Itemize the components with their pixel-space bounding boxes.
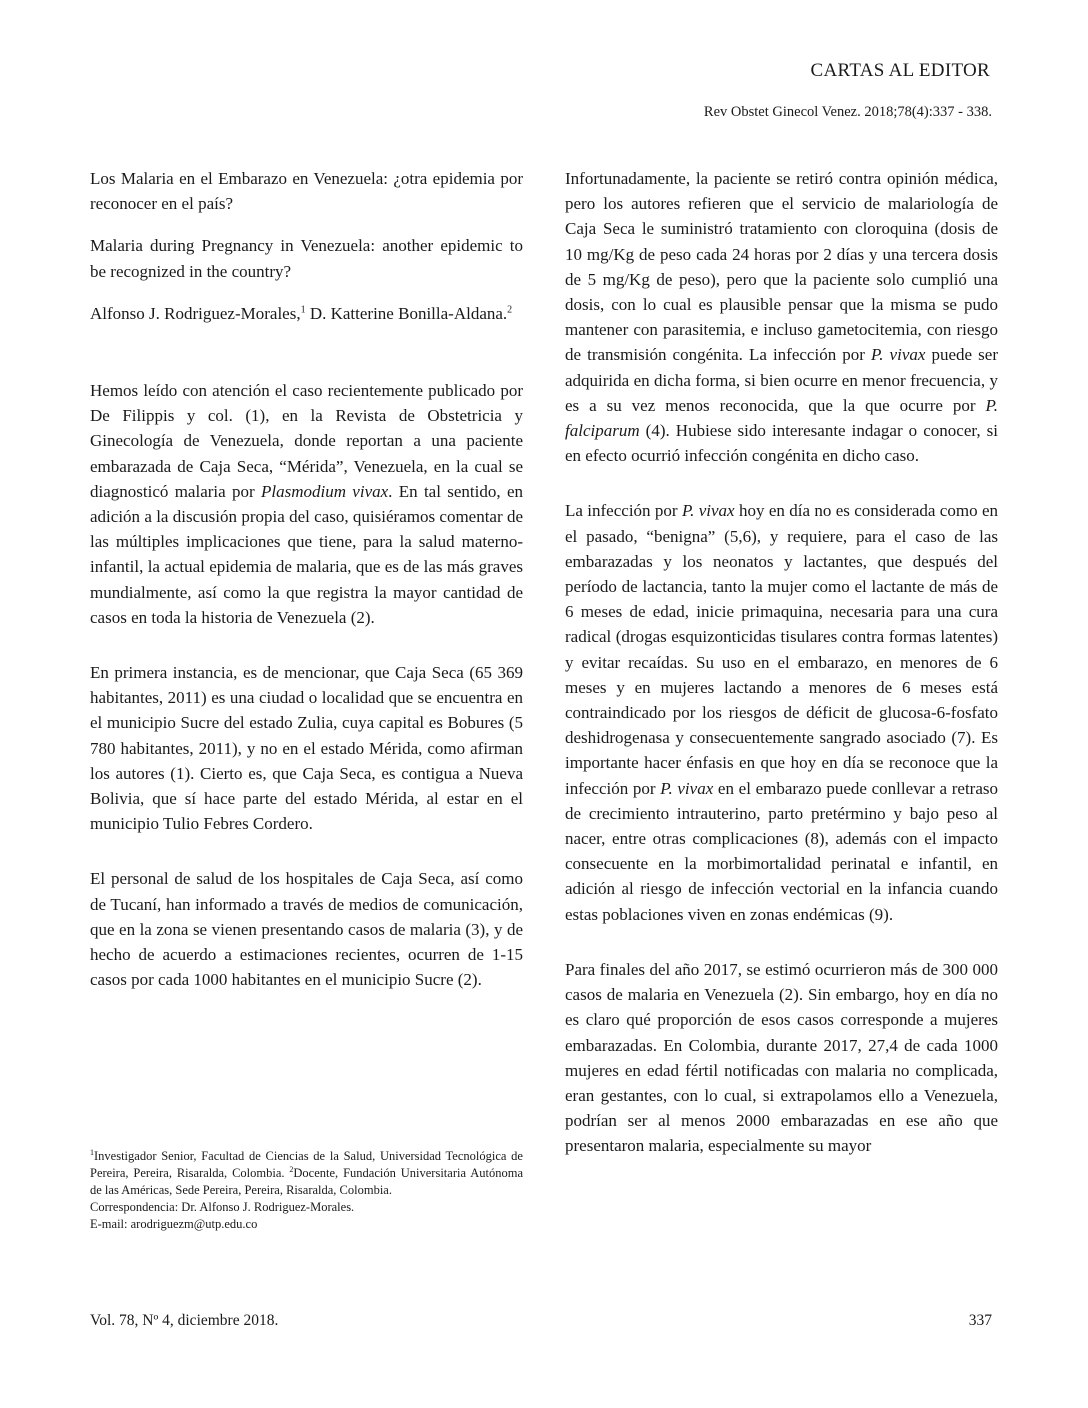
left-paragraph-2: En primera instancia, es de mencionar, que Caja Seca (65 369 habitantes, 2011) es una ciudad o localidad que se encuentra en el municipio Sucre del estado Zulia, cuya capital es Bobures (5 780 habitantes, 2011), y no en el estado Mérida, como afirman los autores (1). Cierto es, que Caja Seca, es contigua a Nueva Bolivia, que sí hace parte del estado Mérida, al estar en el municipio Tulio Febres Cordero.	[90, 663, 523, 834]
title-english: Malaria during Pregnancy in Venezuela: another epidemic to be recognized in the country?	[90, 236, 523, 281]
volume-info: Vol. 78, Nº 4, diciembre 2018.	[90, 1312, 279, 1329]
left-paragraph-3: El personal de salud de los hospitales de Caja Seca, así como de Tucaní, han informado a través de medios de comunicación, que en la zona se vienen presentando casos de malaria (3), y de hecho de acuerdo a estimaciones recientes, ocurren de 1-15 casos por cada 1000 habitantes en el municipio Sucre (2).	[90, 869, 523, 990]
page-number: 337	[968, 1312, 992, 1329]
title-spanish: Los Malaria en el Embarazo en Venezuela: ¿otra epidemia por reconocer en el país?	[90, 169, 523, 214]
author-1: Alfonso J. Rodriguez-Morales,	[90, 303, 301, 323]
page-footer	[90, 1312, 992, 1330]
left-column	[90, 166, 523, 992]
species-name: Plasmodium vivax	[260, 481, 389, 501]
right-paragraph-1: Infortunadamente, la paciente se retiró contra opinión médica, pero los autores refieren que el servicio de malariología de Caja Seca le suministró tratamiento con cloroquina (dosis de 10 mg/Kg de peso cada 24 horas por 2 días y una tercera dosis de 5 mg/Kg de peso), pero que la paciente solo cumplió una dosis, con lo cual es plausible pensar que la misma se pudo mantener con parasitemia, e incluso gametocitemia, con riesgo de transmisión congénita. La infección por P. vivax puede ser adquirida en dicha forma, si bien ocurre en menor frecuencia, y es a su vez menos reconocida, que la que ocurre por P. falciparum (4). Hubiese sido interesante indagar o conocer, si en efecto ocurrió infección congénita en dicho caso.	[565, 169, 998, 466]
author-2-mark: 2	[507, 304, 513, 316]
author-1-mark: 1	[300, 304, 306, 316]
email: E-mail: arodriguezm@utp.edu.co	[90, 1217, 258, 1231]
right-paragraph-2: La infección por P. vivax hoy en día no es considerada como en el pasado, “benigna” (5,6), y requiere, para el caso de las embarazadas y los neonatos y lactantes, que después del período de lactancia, tanto la mujer como el lactante de más de 6 meses de edad, inicie primaquina, necesaria para una cura radical (drogas esquizonticidas tisulares contra formas latentes) y evitar recaídas. Su uso en el embarazo, en menores de 6 meses y en mujeres lactando a menores de 6 meses está contraindicado por los riesgos de déficit de glucosa-6-fosfato deshidrogenasa y consecuentemente sangrado asociado (7). Es importante hacer énfasis en que hoy en día se reconoce que la infección por P. vivax en el embarazo puede conllevar a retraso de crecimiento intrauterino, parto pretérmino y bajo peso al nacer, entre otras complicaciones (8), además con el impacto consecuente en la morbimortalidad perinatal e infantil, en adición al riesgo de infección vectorial en la infancia cuando estas poblaciones viven en zonas endémicas (9).	[565, 501, 998, 924]
affiliations: $^1$Investigador Senior, Facultad de Ciencias de la Salud, Universidad Tecnológica de Pereira, Pereira, Risaralda, Colombia. $^2$Docente, Fundación Universitaria Autónoma de las Américas, Sede Pereira, Pereira, Risaralda, Colombia.	[90, 1147, 523, 1197]
journal-citation: Rev Obstet Ginecol Venez. 2018;78(4):337 - 338.	[703, 104, 992, 120]
correspondence: Correspondencia: Dr. Alfonso J. Rodriguez-Morales.	[90, 1200, 355, 1214]
author-2: D. Katterine Bonilla-Aldana.	[305, 303, 508, 323]
authors	[90, 301, 523, 326]
left-paragraph-1: Hemos leído con atención el caso recientemente publicado por De Filippis y col. (1), en la Revista de Obstetricia y Ginecología de Venezuela, donde reportan a una paciente embarazada de Caja Seca, “Mérida”, Venezuela, en la cual se diagnosticó malaria por Plasmodium vivax. En tal sentido, en adición a la discusión propia del caso, quisiéramos comentar de las múltiples implicaciones que tiene, para la salud materno-infantil, la actual epidemia de malaria, que es de las más graves mundialmente, así como la que registra la mayor cantidad de casos en toda la historia de Venezuela (2).	[90, 381, 523, 627]
right-paragraph-3: Para finales del año 2017, se estimó ocurrieron más de 300 000 casos de malaria en Venezuela (2). Sin embargo, hoy en día no es claro qué proporción de esos casos corresponde a mujeres embarazadas. En Colombia, durante 2017, 27,4 de cada 1000 mujeres en edad fértil notificadas con malaria no complicada, eran gestantes, con lo cual, si extrapolamos ello a Venezuela, podrían ser al menos 2000 embarazadas en ese año que presentaron malaria, especialmente su mayor	[565, 959, 998, 1156]
footnotes	[90, 1148, 523, 1233]
right-column	[565, 166, 998, 1159]
section-title: CARTAS AL EDITOR	[810, 60, 990, 81]
